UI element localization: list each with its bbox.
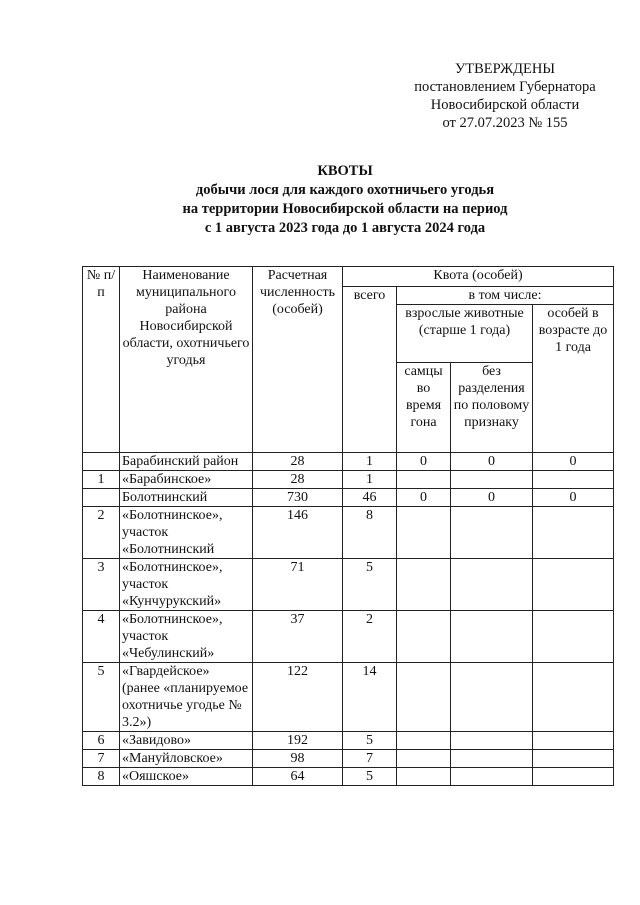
row-name: «Барабинское» (120, 471, 253, 489)
row-num: 4 (83, 611, 120, 663)
header-including: в том числе: (397, 287, 614, 305)
table-row (83, 489, 614, 507)
row-estimated: 71 (253, 559, 343, 611)
table-row (83, 453, 614, 471)
row-males (397, 768, 451, 786)
table-row (83, 507, 614, 559)
row-no-sex: 0 (451, 453, 533, 471)
table-row (83, 750, 614, 768)
row-males (397, 471, 451, 489)
row-males: 0 (397, 489, 451, 507)
row-name: Барабинский район (120, 453, 253, 471)
row-males (397, 507, 451, 559)
row-young (533, 768, 614, 786)
row-males: 0 (397, 453, 451, 471)
row-young (533, 732, 614, 750)
header-quota: Квота (особей) (343, 267, 614, 287)
row-no-sex (451, 768, 533, 786)
row-young (533, 559, 614, 611)
row-no-sex: 0 (451, 489, 533, 507)
table-row (83, 663, 614, 732)
header-young: особей в возрасте до 1 года (533, 305, 614, 453)
row-young (533, 611, 614, 663)
title-territory: на территории Новосибирской области на период (182, 201, 508, 217)
row-males (397, 611, 451, 663)
header-total: всего (343, 287, 397, 453)
quota-table-body (83, 453, 614, 786)
row-no-sex (451, 471, 533, 489)
table-row (83, 559, 614, 611)
title-subject: добычи лося для каждого охотничьего угодья (195, 182, 495, 198)
row-num: 5 (83, 663, 120, 732)
row-name: «Мануйловское» (120, 750, 253, 768)
row-estimated: 64 (253, 768, 343, 786)
row-estimated: 28 (253, 453, 343, 471)
row-estimated: 122 (253, 663, 343, 732)
row-males (397, 750, 451, 768)
row-name: «Завидово» (120, 732, 253, 750)
row-no-sex (451, 732, 533, 750)
approval-region: Новосибирской области (430, 97, 580, 113)
document-title (60, 162, 630, 238)
row-num: 6 (83, 732, 120, 750)
row-estimated: 146 (253, 507, 343, 559)
row-males (397, 559, 451, 611)
row-total: 2 (343, 611, 397, 663)
row-name: «Болотнинское», участок «Кунчурукский» (120, 559, 253, 611)
row-young (533, 507, 614, 559)
row-no-sex (451, 507, 533, 559)
row-no-sex (451, 750, 533, 768)
row-name: «Болотнинское», участок «Чебулинский» (120, 611, 253, 663)
table-row (83, 732, 614, 750)
row-estimated: 98 (253, 750, 343, 768)
row-total: 8 (343, 507, 397, 559)
row-total: 5 (343, 768, 397, 786)
row-males (397, 663, 451, 732)
row-young (533, 471, 614, 489)
row-total: 14 (343, 663, 397, 732)
row-no-sex (451, 663, 533, 732)
row-young (533, 750, 614, 768)
approval-heading: УТВЕРЖДЕНЫ (454, 61, 556, 77)
table-row (83, 768, 614, 786)
row-males (397, 732, 451, 750)
row-num: 8 (83, 768, 120, 786)
row-estimated: 37 (253, 611, 343, 663)
header-num: № п/п (83, 267, 120, 453)
row-num: 3 (83, 559, 120, 611)
table-row (83, 611, 614, 663)
row-total: 5 (343, 732, 397, 750)
row-total: 46 (343, 489, 397, 507)
row-estimated: 730 (253, 489, 343, 507)
title-heading: КВОТЫ (317, 163, 373, 179)
row-total: 5 (343, 559, 397, 611)
row-num (83, 489, 120, 507)
approval-decree: постановлением Губернатора (414, 79, 596, 95)
row-young: 0 (533, 489, 614, 507)
title-period: с 1 августа 2023 года до 1 августа 2024 года (204, 220, 486, 236)
row-young (533, 663, 614, 732)
header-no-sex: без разделения по половому признаку (451, 363, 533, 453)
header-name: Наименование муниципального района Новосибирской области, охотничьего угодья (120, 267, 253, 453)
header-estimated: Расчетная численность (особей) (253, 267, 343, 453)
row-name: Болотнинский (120, 489, 253, 507)
row-num: 1 (83, 471, 120, 489)
approval-date: от 27.07.2023 № 155 (442, 115, 568, 131)
row-num: 7 (83, 750, 120, 768)
approval-block (400, 60, 610, 132)
row-no-sex (451, 611, 533, 663)
row-name: «Гвардейское» (ранее «планируемое охотничье угодье № 3.2») (120, 663, 253, 732)
row-num: 2 (83, 507, 120, 559)
header-males: самцы во время гона (397, 363, 451, 453)
row-name: «Ояшское» (120, 768, 253, 786)
header-adults: взрослые животные (старше 1 года) (397, 305, 533, 363)
row-total: 1 (343, 453, 397, 471)
row-total: 7 (343, 750, 397, 768)
quota-table (82, 266, 614, 786)
table-row (83, 471, 614, 489)
row-young: 0 (533, 453, 614, 471)
row-estimated: 28 (253, 471, 343, 489)
row-total: 1 (343, 471, 397, 489)
row-name: «Болотнинское», участок «Болотнинский (120, 507, 253, 559)
row-num (83, 453, 120, 471)
row-no-sex (451, 559, 533, 611)
row-estimated: 192 (253, 732, 343, 750)
